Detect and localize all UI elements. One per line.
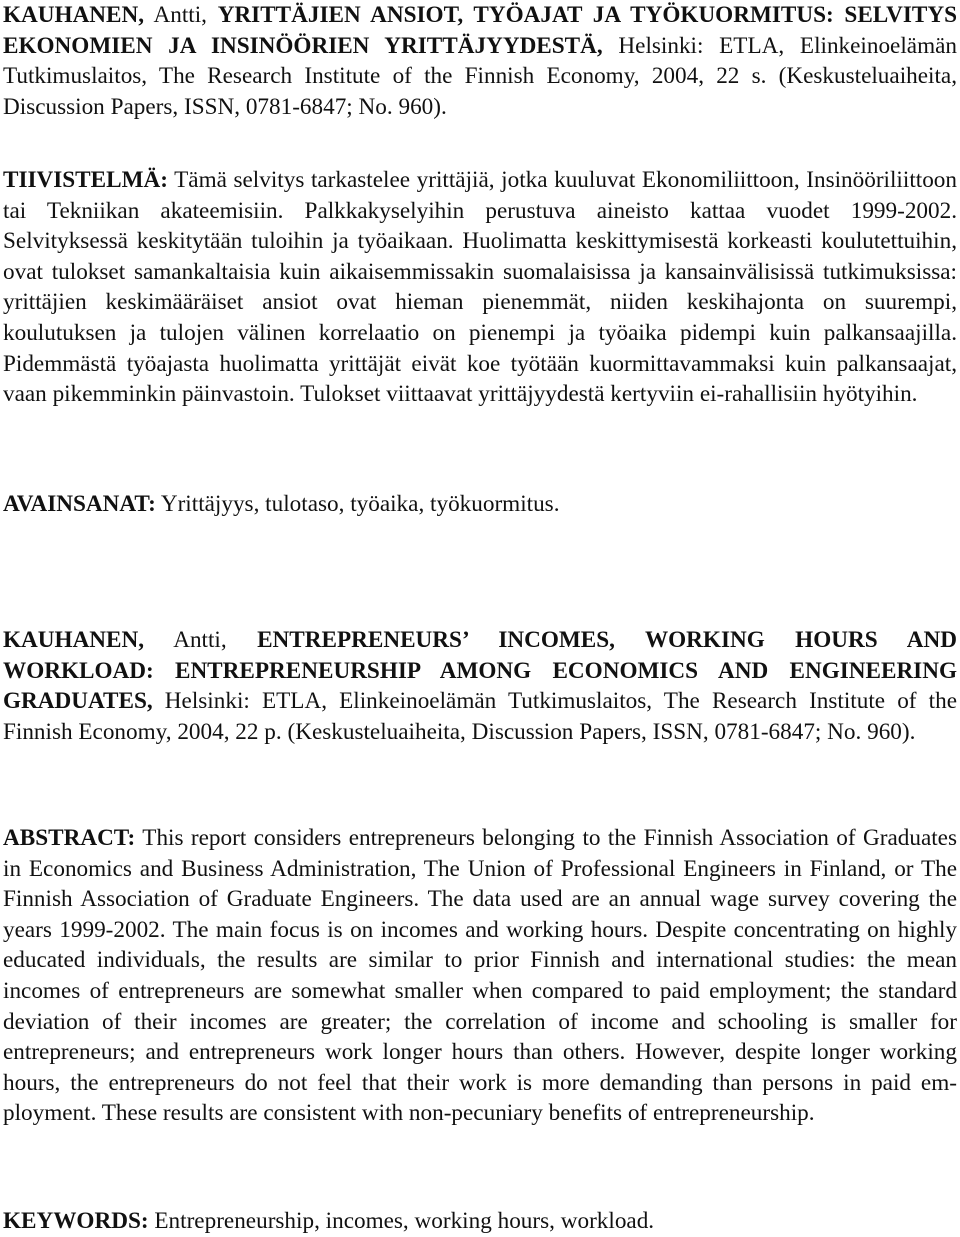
english-publisher: Helsinki: ETLA, Elinkeinoelämän Tutkimuslaitos, The Research Institute of the Finnish Economy, 2004, 22 p. (Keskusteluaiheita, Discussion Papers, ISSN, 0781-6847; No. 960). <box>3 688 957 745</box>
english-abstract-label: ABSTRACT: <box>3 825 136 851</box>
finnish-publisher: Helsinki: ETLA, Elinkeinoelämän Tutkimuslaitos, The Research Institute of the Finnish Economy, 2004, 22 s. (Keskusteluaiheita, Discussion Papers, ISSN, 0781-6847; No. 960). <box>3 32 958 120</box>
finnish-title: YRITTÄJIEN ANSIOT, TYÖAJAT JA TYÖKUORMITUS: SELVITYS EKONOMIEN JA INSINÖÖRIEN YRITTÄJYYDESTÄ, <box>3 2 957 59</box>
english-abstract-text: This report considers entrepreneurs belonging to the Finnish Association of Graduates in Economics and Business Administration, The Union of Professional Engineers in Finland, or The Finnish Association of Graduate Engineers. The data used are an annual wage survey covering the years 1999-2002. The main focus is on incomes and working hours. Despite concentrating on highly educated individuals, the results are similar to prior Finnish and international studies: the mean incomes of entrepreneurs are somewhat smaller when compared to paid employment; the standard deviation of their incomes are greater; the correlation of income and schooling is smaller for entrepreneurs; and entrepreneurs work longer hours than others. However, despite longer working hours, the entrepreneurs do not feel that their work is more demanding than persons in paid employment. These results are consistent with non-pecuniary benefits of entrepreneurship. <box>3 825 957 1127</box>
finnish-abstract-text: Tämä selvitys tarkastelee yrittäjiä, jotka kuuluvat Ekonomiliittoon, Insinööriliittoon tai Tekniikan akateemisiin. Palkkakyselyihin perustuva aineisto kattaa vuodet 1999-2002. Selvityksessä keskitytään tuloihin ja työaikaan. Huolimatta keskittymisestä korkeasti koulutettuihin, ovat tulokset samankaltaisia kuin aikaisemmissakin suomalaisissa ja kansainvälisissä tutkimuksissa: yrittäjien keskimääräiset ansiot ovat hieman pienemmät, niiden keskihajonta on suurempi, koulutuksen ja tulojen välinen korrelaatio on pienempi ja työaika pidempi kuin palkansaajilla. Pidemmästä työajasta huolimatta yrittäjät eivät koe työtään kuormittavammaksi kuin palkansaajat, vaan pikemminkin päinvastoin. Tulokset viittaavat yrittäjyydestä kertyviin ei-rahallisiin hyötyihin. <box>3 167 957 408</box>
english-reference <box>3 625 957 747</box>
finnish-author-surname: KAUHANEN, <box>3 2 145 28</box>
english-keywords-text: Entrepreneurship, incomes, working hours, workload. <box>148 1208 655 1234</box>
finnish-keywords-text: Yrittäjyys, tulotaso, työaika, työkuormitus. <box>155 491 560 517</box>
english-keywords-label: KEYWORDS: <box>3 1208 149 1234</box>
finnish-abstract <box>3 165 957 410</box>
finnish-abstract-label: TIIVISTELMÄ: <box>3 167 168 193</box>
finnish-author-given: Antti, <box>144 2 218 28</box>
finnish-reference <box>3 0 957 122</box>
english-keywords <box>3 1206 957 1237</box>
english-title: ENTREPRENEURS’ INCOMES, WORKING HOURS AND WORKLOAD: ENTREPRENEURSHIP AMONG ECONOMICS AND ENGINEERING GRADUATES, <box>3 627 957 715</box>
finnish-keywords <box>3 489 957 520</box>
english-author-given: Antti, <box>144 627 258 653</box>
english-author-surname: KAUHANEN, <box>3 627 145 653</box>
finnish-keywords-label: AVAINSANAT: <box>3 491 156 517</box>
english-abstract <box>3 823 957 1129</box>
